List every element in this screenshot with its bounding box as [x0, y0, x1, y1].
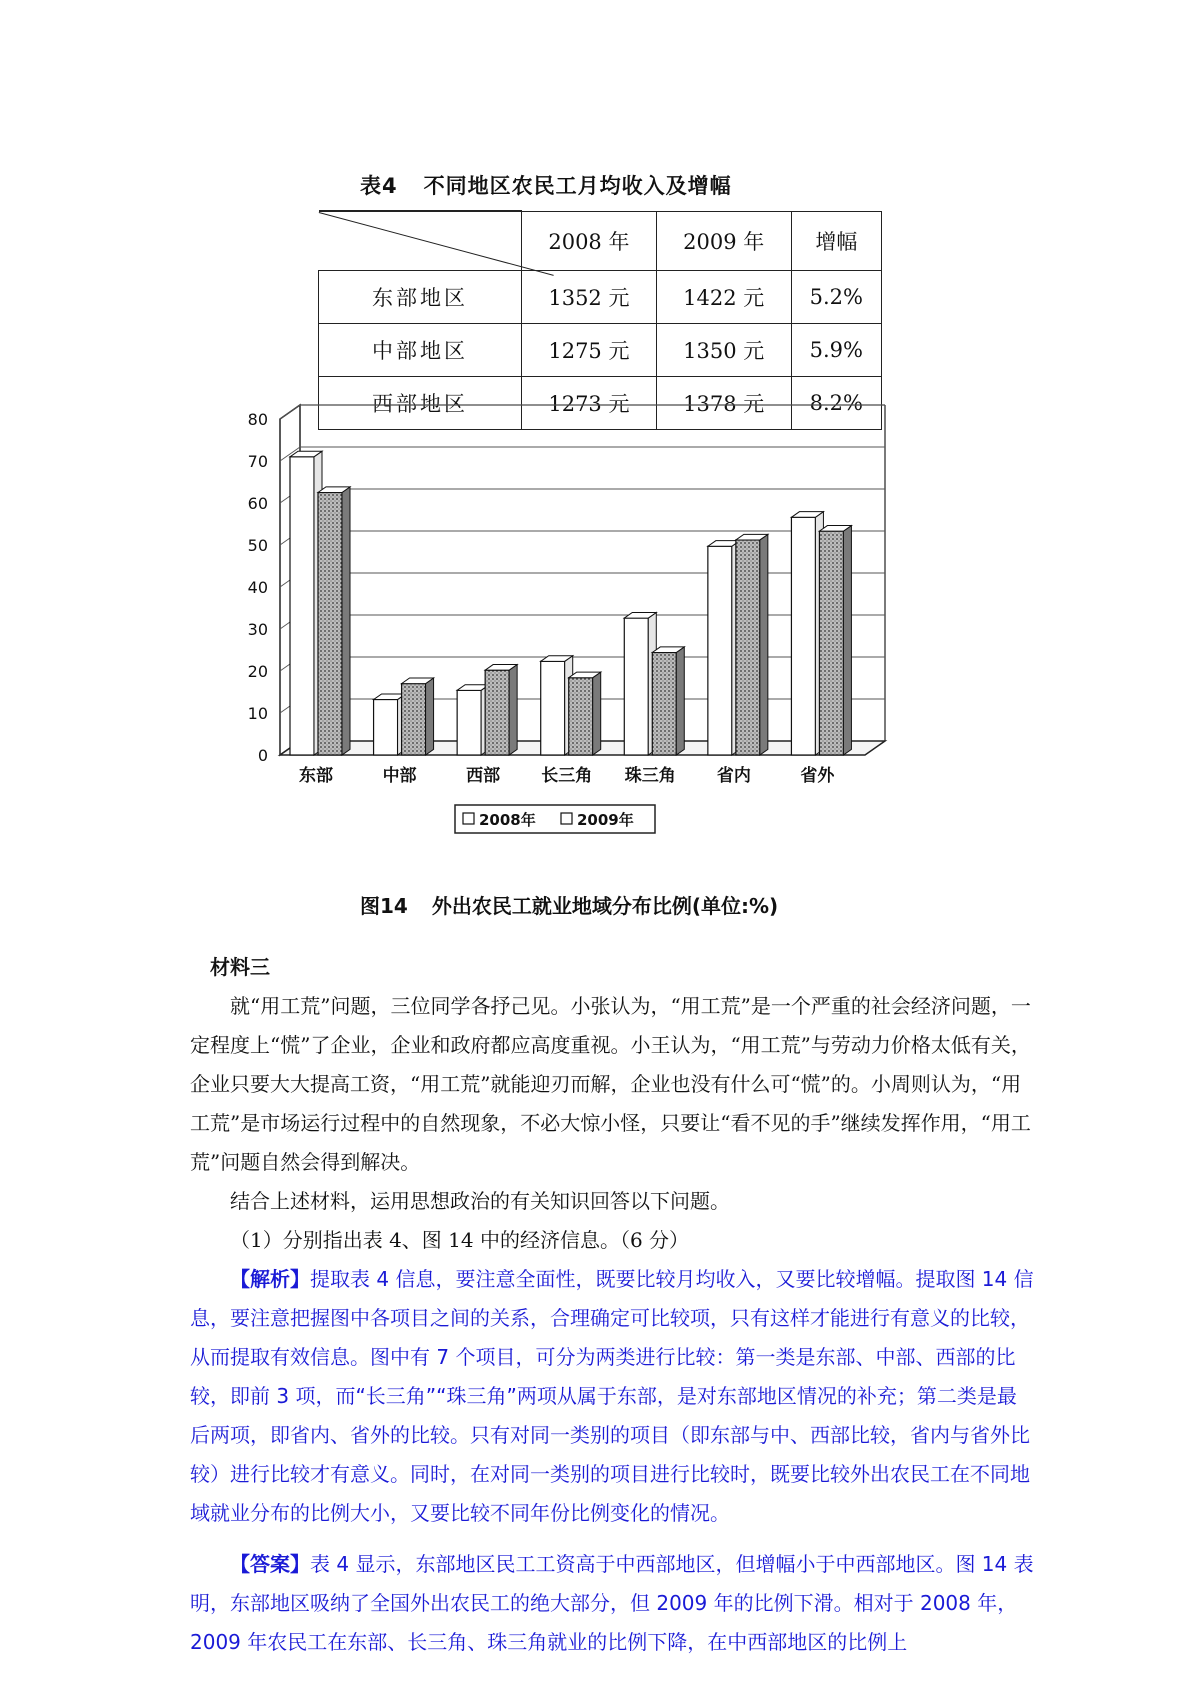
table-caption-number: 表4 — [360, 174, 398, 198]
paragraph: 就“用工荒”问题，三位同学各抒己见。小张认为，“用工荒”是一个严重的社会经济问题，一定程度上“慌”了企业，企业和政府都应高度重视。小王认为，“用工荒”与劳动力价格太低有关，企业只要大大提高工资，“用工荒”就能迎刃而解，企业也没有什么可“慌”的。小周则认为，“用工荒”是市场运行过程中的自然现象，不必大惊小怪，只要让“看不见的手”继续发挥作用，“用工荒”问题自然会得到解决。 — [190, 994, 1031, 1174]
bar-2009-side — [676, 647, 684, 755]
table-cell: 1378 元 — [656, 377, 791, 430]
question: （1）分别指出表 4、图 14 中的经济信息。（6 分） — [230, 1228, 690, 1252]
table-row — [319, 377, 882, 430]
bar-2009 — [819, 531, 843, 755]
y-tick-label: 0 — [257, 746, 268, 765]
table-cell: 1352 元 — [522, 271, 657, 324]
bar-2009 — [402, 684, 426, 755]
analysis-text: 提取表 4 信息，要注意全面性，既要比较月均收入，又要比较增幅。提取图 14 信息，要注意把握图中各项目之间的关系，合理确定可比较项，只有这样才能进行有意义的比较，从而提取有效信息。图中有 7 个项目，可分为两类进行比较：第一类是东部、中部、西部的比较，即前 3 项，而“长三角”“珠三角”两项从属于东部，是对东部地区情况的补充；第二类是最后两项，即省内、省外的比较。只有对同一类别的项目（即东部与中、西部比较，省内与省外比较）进行比较才有意义。同时，在对同一类别的项目进行比较时，既要比较外出农民工在不同地域就业分布的比例大小，又要比较不同年份比例变化的情况。 — [190, 1267, 1034, 1525]
table-row-label: 中部地区 — [319, 324, 522, 377]
table-header-row — [319, 211, 882, 271]
table-row — [319, 271, 882, 324]
table-caption-title: 不同地区农民工月均收入及增幅 — [423, 174, 732, 198]
bar-2009 — [736, 540, 760, 755]
y-tick-label: 60 — [247, 494, 268, 513]
x-category-label: 省内 — [716, 766, 751, 786]
y-tick-label: 10 — [247, 704, 268, 723]
x-category-label: 中部 — [382, 766, 417, 786]
answer-tag: 【答案】 — [230, 1552, 310, 1576]
bar-2009 — [318, 493, 342, 756]
table-header-cell: 2009 年 — [656, 211, 791, 271]
gridline — [280, 405, 300, 419]
bar-2009 — [569, 678, 593, 755]
section-heading: 材料三 — [210, 955, 270, 979]
bar-2008 — [457, 690, 481, 755]
analysis-tag: 【解析】 — [230, 1267, 310, 1291]
bar-2008 — [708, 546, 732, 755]
bar-2008 — [374, 700, 398, 755]
y-tick-label: 80 — [247, 410, 268, 429]
table-row-label: 东部地区 — [319, 271, 522, 324]
bar-chart-svg — [240, 410, 960, 900]
y-tick-label: 70 — [247, 452, 268, 471]
table-row — [319, 324, 882, 377]
bar-2009-side — [760, 534, 768, 755]
x-category-label: 省外 — [800, 766, 835, 786]
table-cell: 8.2% — [791, 377, 881, 430]
figure-caption — [360, 890, 880, 919]
y-tick-label: 50 — [247, 536, 268, 555]
y-tick-label: 30 — [247, 620, 268, 639]
legend-label-2009: 2009年 — [577, 811, 634, 829]
figure-caption-number: 图14 — [360, 894, 408, 918]
bar-chart — [240, 410, 960, 900]
x-category-label: 长三角 — [541, 766, 593, 786]
bar-2009-side — [843, 526, 851, 755]
bar-2008 — [290, 457, 314, 755]
bar-2009 — [652, 653, 676, 755]
bar-2009 — [485, 670, 509, 755]
bar-2009-side — [593, 672, 601, 755]
table-header-cell: 2008 年 — [522, 211, 657, 271]
bar-2008 — [791, 517, 815, 755]
paragraph: 结合上述材料，运用思想政治的有关知识回答以下问题。 — [230, 1189, 730, 1213]
answer-text: 表 4 显示，东部地区民工工资高于中西部地区，但增幅小于中西部地区。图 14 表明，东部地区吸纳了全国外出农民工的绝大部分，但 2009 年的比例下滑。相对于 2008 年，2009 年农民工在东部、长三角、珠三角就业的比例下降，在中西部地区的比例上 — [190, 1552, 1034, 1654]
legend-swatch-2008 — [463, 813, 474, 824]
material-text — [190, 948, 1035, 1662]
income-table — [318, 210, 882, 430]
bar-2009-side — [342, 487, 350, 755]
bar-2009-side — [509, 665, 517, 755]
analysis-paragraph — [190, 1260, 1035, 1533]
table-cell: 1422 元 — [656, 271, 791, 324]
legend-swatch-2009 — [561, 813, 572, 824]
x-category-label: 东部 — [299, 766, 333, 786]
table-corner-cell — [319, 211, 522, 271]
bar-2009-side — [426, 678, 434, 755]
table-row-label: 西部地区 — [319, 377, 522, 430]
table-header-cell: 增幅 — [791, 211, 881, 271]
y-tick-label: 40 — [247, 578, 268, 597]
bar-2008 — [541, 661, 565, 755]
table-cell: 5.2% — [791, 271, 881, 324]
table-cell: 5.9% — [791, 324, 881, 377]
bar-2008 — [624, 618, 648, 755]
answer-paragraph — [190, 1545, 1035, 1662]
figure-caption-title: 外出农民工就业地域分布比例(单位:%) — [431, 894, 779, 918]
legend-label-2008: 2008年 — [479, 811, 536, 829]
table-caption — [360, 170, 920, 200]
x-category-label: 西部 — [466, 766, 501, 786]
y-tick-label: 20 — [247, 662, 268, 681]
table-cell: 1350 元 — [656, 324, 791, 377]
table-cell: 1273 元 — [522, 377, 657, 430]
x-category-label: 珠三角 — [624, 766, 676, 786]
table-cell: 1275 元 — [522, 324, 657, 377]
